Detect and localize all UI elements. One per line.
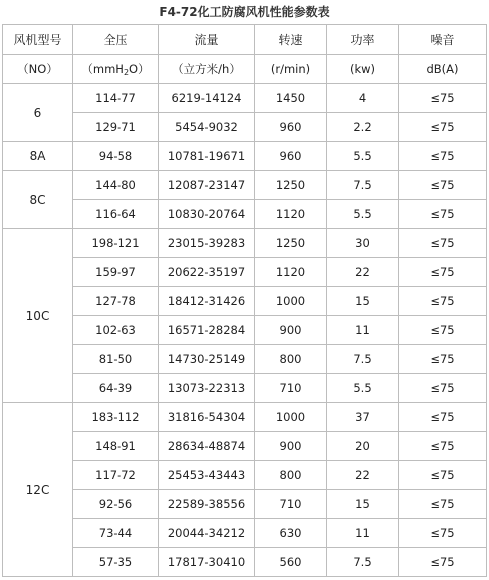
noise-cell: ≤75 [399,461,487,490]
table-row [3,490,487,519]
table-row [3,432,487,461]
table-row [3,258,487,287]
unit-pressure-suffix: O） [129,62,150,76]
speed-cell: 710 [255,490,327,519]
power-cell: 11 [327,519,399,548]
flow-cell: 22589-38556 [159,490,255,519]
speed-cell: 900 [255,432,327,461]
flow-cell: 20622-35197 [159,258,255,287]
pressure-cell: 73-44 [73,519,159,548]
table-row [3,113,487,142]
table-row [3,200,487,229]
noise-cell: ≤75 [399,548,487,577]
noise-cell: ≤75 [399,490,487,519]
speed-cell: 960 [255,113,327,142]
noise-cell: ≤75 [399,84,487,113]
power-cell: 2.2 [327,113,399,142]
model-cell: 12C [3,403,73,577]
noise-cell: ≤75 [399,345,487,374]
noise-cell: ≤75 [399,142,487,171]
noise-cell: ≤75 [399,374,487,403]
speed-cell: 1120 [255,258,327,287]
unit-speed: (r/min) [255,55,327,84]
flow-cell: 13073-22313 [159,374,255,403]
pressure-cell: 57-35 [73,548,159,577]
table-row [3,345,487,374]
noise-cell: ≤75 [399,432,487,461]
pressure-cell: 81-50 [73,345,159,374]
table-title: F4-72化工防腐风机性能参数表 [159,5,330,19]
flow-cell: 31816-54304 [159,403,255,432]
power-cell: 37 [327,403,399,432]
speed-cell: 800 [255,461,327,490]
speed-cell: 710 [255,374,327,403]
table-row [3,287,487,316]
table-row [3,171,487,200]
table-row [3,316,487,345]
noise-cell: ≤75 [399,287,487,316]
table-row [3,229,487,258]
speed-cell: 630 [255,519,327,548]
speed-cell: 1000 [255,403,327,432]
table-row [3,142,487,171]
header-power: 功率 [327,25,399,55]
pressure-cell: 127-78 [73,287,159,316]
table-row [3,461,487,490]
power-cell: 15 [327,287,399,316]
pressure-cell: 148-91 [73,432,159,461]
pressure-cell: 116-64 [73,200,159,229]
flow-cell: 10781-19671 [159,142,255,171]
header-speed: 转速 [255,25,327,55]
speed-cell: 1120 [255,200,327,229]
table-row [3,519,487,548]
table-body [3,25,487,577]
header-pressure: 全压 [73,25,159,55]
unit-flow: （立方米/h） [159,55,255,84]
model-cell: 10C [3,229,73,403]
flow-cell: 17817-30410 [159,548,255,577]
unit-power: (kw) [327,55,399,84]
noise-cell: ≤75 [399,171,487,200]
power-cell: 11 [327,316,399,345]
speed-cell: 1250 [255,229,327,258]
power-cell: 5.5 [327,374,399,403]
header-row [3,25,487,55]
power-cell: 15 [327,490,399,519]
flow-cell: 28634-48874 [159,432,255,461]
pressure-cell: 183-112 [73,403,159,432]
power-cell: 5.5 [327,142,399,171]
power-cell: 5.5 [327,200,399,229]
speed-cell: 800 [255,345,327,374]
power-cell: 30 [327,229,399,258]
noise-cell: ≤75 [399,113,487,142]
model-cell: 6 [3,84,73,142]
model-cell: 8C [3,171,73,229]
power-cell: 22 [327,461,399,490]
flow-cell: 5454-9032 [159,113,255,142]
unit-pressure [73,55,159,84]
noise-cell: ≤75 [399,200,487,229]
noise-cell: ≤75 [399,403,487,432]
flow-cell: 10830-20764 [159,200,255,229]
pressure-cell: 117-72 [73,461,159,490]
noise-cell: ≤75 [399,229,487,258]
power-cell: 7.5 [327,171,399,200]
speed-cell: 960 [255,142,327,171]
speed-cell: 900 [255,316,327,345]
flow-cell: 18412-31426 [159,287,255,316]
power-cell: 7.5 [327,345,399,374]
pressure-cell: 198-121 [73,229,159,258]
pressure-cell: 114-77 [73,84,159,113]
flow-cell: 16571-28284 [159,316,255,345]
speed-cell: 1250 [255,171,327,200]
unit-pressure-prefix: （mmH [81,62,124,76]
header-noise: 噪音 [399,25,487,55]
noise-cell: ≤75 [399,258,487,287]
noise-cell: ≤75 [399,316,487,345]
speed-cell: 1450 [255,84,327,113]
flow-cell: 14730-25149 [159,345,255,374]
pressure-cell: 159-97 [73,258,159,287]
table-row [3,374,487,403]
flow-cell: 12087-23147 [159,171,255,200]
pressure-cell: 64-39 [73,374,159,403]
power-cell: 20 [327,432,399,461]
header-model: 风机型号 [3,25,73,55]
pressure-cell: 102-63 [73,316,159,345]
speed-cell: 1000 [255,287,327,316]
header-flow: 流量 [159,25,255,55]
flow-cell: 20044-34212 [159,519,255,548]
pressure-cell: 94-58 [73,142,159,171]
pressure-cell: 92-56 [73,490,159,519]
pressure-cell: 144-80 [73,171,159,200]
unit-pressure-sub: 2 [123,68,130,77]
speed-cell: 560 [255,548,327,577]
performance-table [2,24,487,577]
flow-cell: 6219-14124 [159,84,255,113]
power-cell: 22 [327,258,399,287]
table-row [3,548,487,577]
noise-cell: ≤75 [399,519,487,548]
power-cell: 7.5 [327,548,399,577]
unit-model: （NO） [3,55,73,84]
units-row [3,55,487,84]
unit-noise: dB(A) [399,55,487,84]
table-row [3,84,487,113]
flow-cell: 23015-39283 [159,229,255,258]
pressure-cell: 129-71 [73,113,159,142]
model-cell: 8A [3,142,73,171]
power-cell: 4 [327,84,399,113]
flow-cell: 25453-43443 [159,461,255,490]
table-row [3,403,487,432]
